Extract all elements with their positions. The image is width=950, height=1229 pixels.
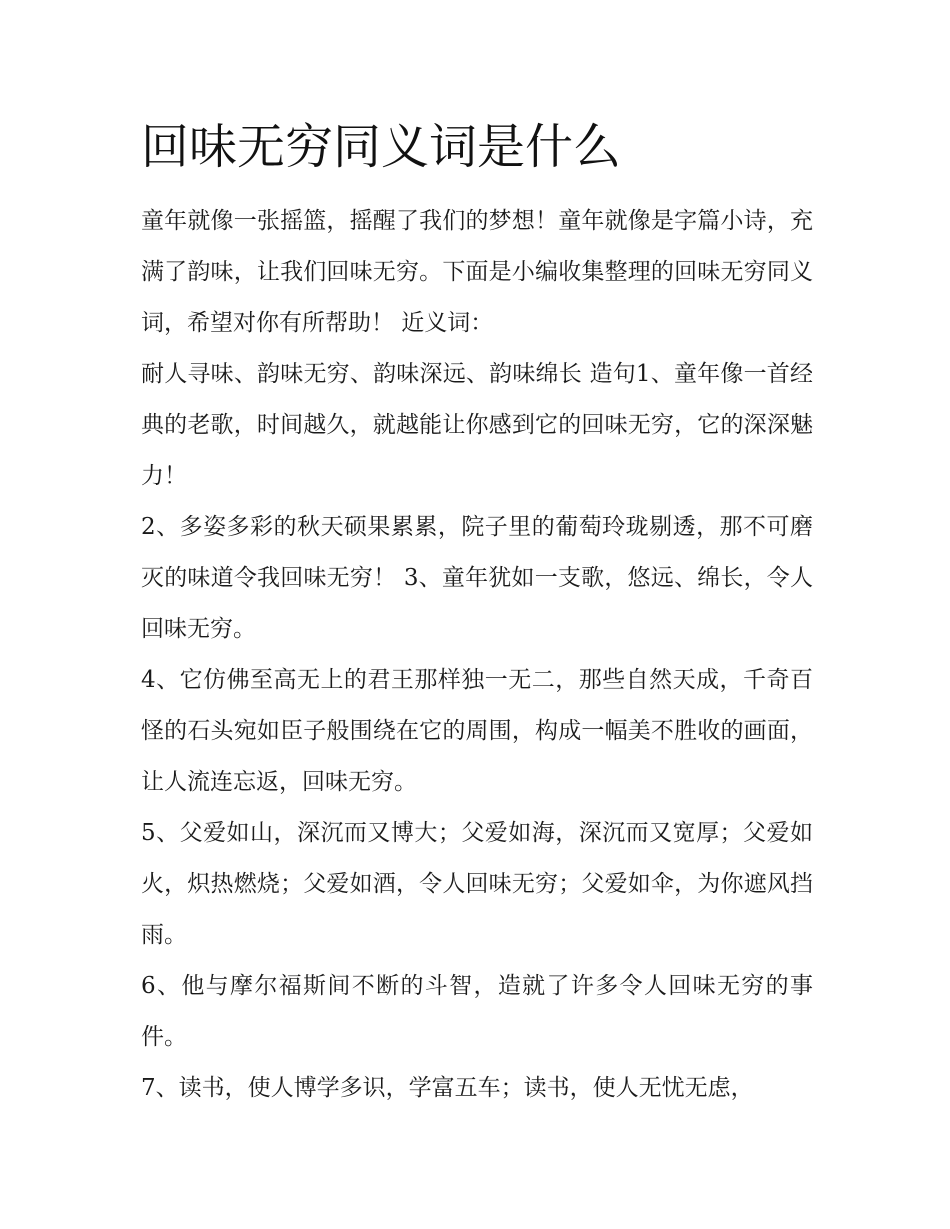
paragraph-example-2-3: 2、多姿多彩的秋天硕果累累，院子里的葡萄玲珑剔透，那不可磨灭的味道令我回味无穷！ 3、童年犹如一支歌，悠远、绵长，令人回味无穷。 — [141, 514, 813, 642]
paragraph-synonyms-example-1: 耐人寻味、韵味无穷、韵味深远、韵味绵长 造句1、童年像一首经典的老歌，时间越久，就越能让你感到它的回味无穷，它的深深魅力！ — [141, 361, 813, 489]
document-title: 回味无穷同义词是什么 — [141, 119, 622, 175]
paragraph-intro: 童年就像一张摇篮，摇醒了我们的梦想！童年就像是字篇小诗，充满了韵味，让我们回味无穷。下面是小编收集整理的回味无穷同义词，希望对你有所帮助！ 近义词： — [141, 208, 813, 336]
paragraph-example-6: 6、他与摩尔福斯间不断的斗智，造就了许多令人回味无穷的事件。 — [141, 973, 813, 1050]
document-body — [141, 196, 813, 1114]
paragraph-example-7: 7、读书，使人博学多识，学富五车；读书，使人无忧无虑， — [141, 1075, 754, 1101]
paragraph-example-4: 4、它仿佛至高无上的君王那样独一无二，那些自然天成，千奇百怪的石头宛如臣子般围绕在它的周围，构成一幅美不胜收的画面，让人流连忘返，回味无穷。 — [141, 667, 813, 795]
paragraph-example-5: 5、父爱如山，深沉而又博大；父爱如海，深沉而又宽厚；父爱如火，炽热燃烧；父爱如酒，令人回味无穷；父爱如伞，为你遮风挡雨。 — [141, 820, 813, 948]
